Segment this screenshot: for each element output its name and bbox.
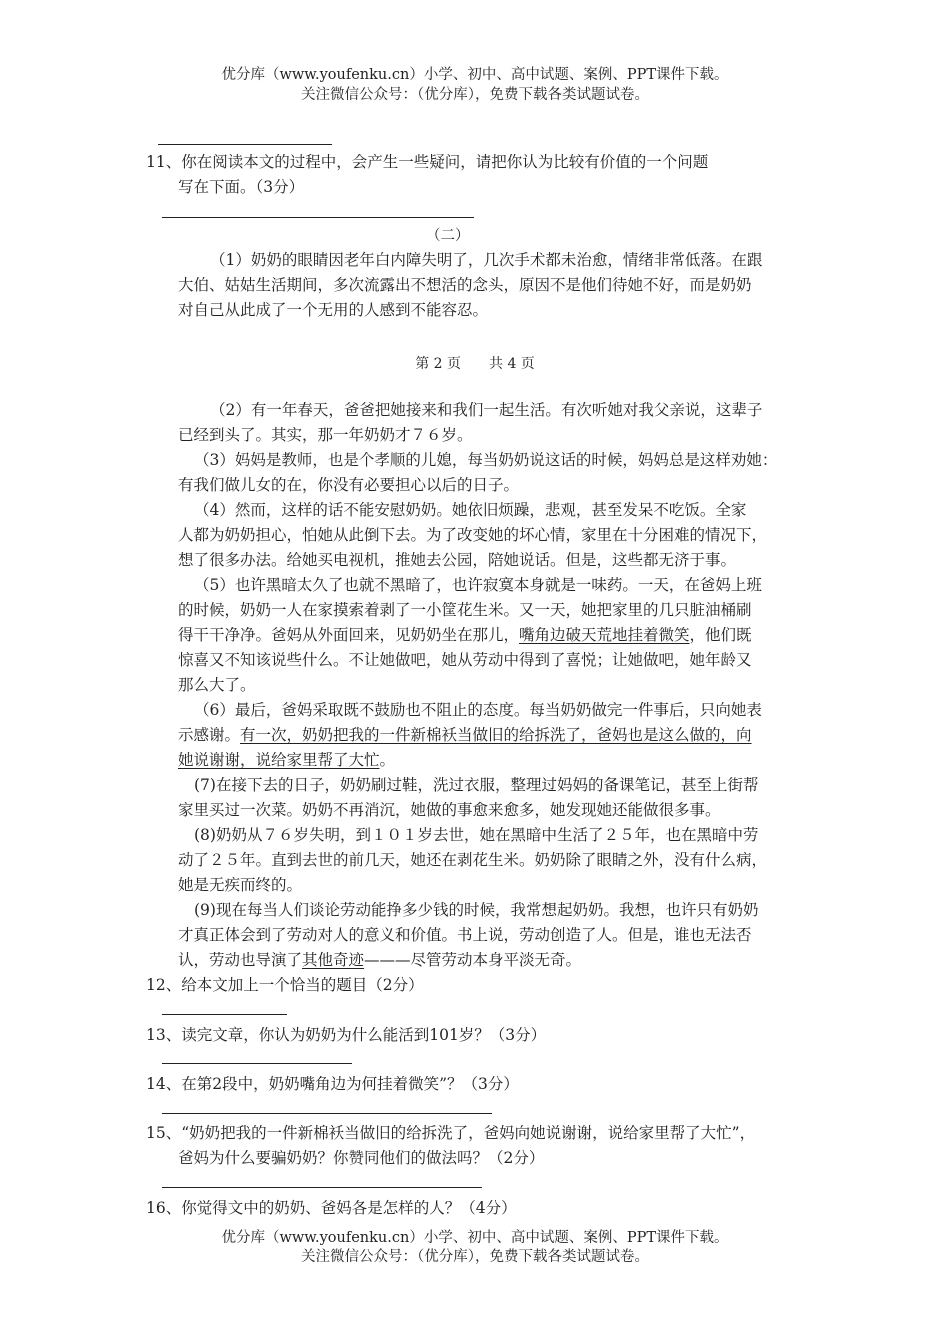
paragraph-9-line-3-start: 认，劳动也导演了 — [178, 951, 303, 969]
paragraph-3-line-1: （3）妈妈是教师，也是个孝顺的儿媳，每当奶奶说这话的时候，妈妈总是这样劝她： — [194, 451, 778, 469]
paragraph-5-line-5: 那么大了。 — [178, 676, 256, 694]
page-footer-line-2: 关注微信公众号：（优分库），免费下载各类试题试卷。 — [301, 1249, 649, 1265]
question-12: 12、给本文加上一个恰当的题目（2分） — [146, 976, 424, 994]
paragraph-5-line-1: （5）也许黑暗太久了也就不黑暗了，也许寂寞本身就是一味药。一天，在爸妈上班 — [194, 576, 762, 594]
question-11-line-2: 写在下面。（3分） — [178, 178, 305, 196]
question-16: 16、你觉得文中的奶奶、爸妈各是怎样的人？（4分） — [146, 1199, 517, 1217]
paragraph-6-line-2-start: 示感谢。 — [178, 726, 241, 744]
paragraph-9-line-2: 才真正体会到了劳动对人的意义和价值。书上说，劳动创造了人。但是，谁也无法否 — [178, 926, 752, 944]
underlined-smile-phrase: 嘴角边破天荒地挂着微笑 — [519, 626, 690, 644]
paragraph-8-line-1: (8)奶奶从７６岁失明，到１０１岁去世，她在黑暗中生活了２５年，也在黑暗中劳 — [194, 826, 759, 844]
page-footer-line-1: 优分库（www.youfenku.cn）小学、初中、高中试题、案例、PPT课件下载。 — [221, 1230, 729, 1246]
paragraph-3-line-2: 有我们做儿女的在，你没有必要担心以后的日子。 — [178, 476, 520, 494]
paragraph-6-line-3-end: 。 — [379, 751, 396, 769]
paragraph-8-line-3: 她是无疾而终的。 — [178, 876, 303, 894]
question-14: 14、在第2段中，奶奶嘴角边为何挂着微笑”？（3分） — [146, 1075, 519, 1093]
answer-line-10 — [158, 144, 332, 145]
question-13: 13、读完文章，你认为奶奶为什么能活到101岁？（3分） — [146, 1026, 547, 1044]
answer-line-12 — [162, 1014, 287, 1015]
underlined-miracle-phrase: 其他奇迹 — [302, 951, 365, 969]
question-15-line-2: 爸妈为什么要骗奶奶？你赞同他们的做法吗？（2分） — [178, 1149, 545, 1167]
paragraph-8-line-2: 动了２５年。直到去世的前几天，她还在剥花生米。奶奶除了眼睛之外，没有什么病， — [178, 851, 768, 869]
paragraph-2-line-1: （2）有一年春天，爸爸把她接来和我们一起生活。有次听她对我父亲说，这辈子 — [210, 401, 763, 419]
question-11-line-1: 11、你在阅读本文的过程中，会产生一些疑问，请把你认为比较有价值的一个问题 — [146, 153, 709, 171]
page-header-line-2: 关注微信公众号：（优分库），免费下载各类试题试卷。 — [301, 87, 649, 103]
answer-line-15 — [162, 1187, 482, 1188]
question-15-line-1: 15、“奶奶把我的一件新棉袄当做旧的给拆洗了，爸妈向她说谢谢，说给家里帮了大忙”， — [146, 1124, 756, 1142]
paragraph-4-line-3: 想了很多办法。给她买电视机，推她去公园，陪她说话。但是，这些都无济于事。 — [178, 551, 737, 569]
paragraph-7-line-1: (7)在接下去的日子，奶奶刷过鞋，洗过衣服，整理过妈妈的备课笔记，甚至上街帮 — [194, 776, 759, 794]
paragraph-9-line-3-end: ———尽管劳动本身平淡无奇。 — [364, 951, 582, 969]
answer-line-11 — [162, 217, 474, 218]
paragraph-1-line-2: 大伯、姑姑生活期间，多次流露出不想活的念头，原因不是他们待她不好，而是奶奶 — [178, 276, 752, 294]
answer-line-13 — [162, 1063, 352, 1064]
paragraph-5-line-3-start: 得干干净净。爸妈从外面回来，见奶奶坐在那儿， — [178, 626, 520, 644]
paragraph-5-line-3 — [178, 623, 752, 647]
underlined-thanks-sentence-part-1: 有一次，奶奶把我的一件新棉袄当做旧的给拆洗了，爸妈也是这么做的，向 — [240, 726, 752, 744]
paragraph-6-line-1: （6）最后，爸妈采取既不鼓励也不阻止的态度。每当奶奶做完一件事后，只向她表 — [194, 701, 762, 719]
paragraph-2-line-2: 已经到头了。其实，那一年奶奶才７６岁。 — [178, 426, 473, 444]
section-title: （二） — [426, 228, 470, 244]
paragraph-4-line-1: （4）然而，这样的话不能安慰奶奶。她依旧烦躁，悲观，甚至发呆不吃饭。全家 — [194, 501, 747, 519]
paragraph-4-line-2: 人都为奶奶担心，怕她从此倒下去。为了改变她的坏心情，家里在十分困难的情况下， — [178, 526, 768, 544]
page-number: 第 2 页 共 4 页 — [415, 356, 535, 372]
paragraph-1-line-1: （1）奶奶的眼睛因老年白内障失明了，几次手术都未治愈，情绪非常低落。在跟 — [210, 251, 763, 269]
underlined-thanks-sentence-part-2: 她说谢谢，说给家里帮了大忙 — [178, 751, 380, 769]
page-header-line-1: 优分库（www.youfenku.cn）小学、初中、高中试题、案例、PPT课件下载。 — [221, 67, 729, 83]
paragraph-1-line-3: 对自己从此成了一个无用的人感到不能容忍。 — [178, 301, 489, 319]
paragraph-9-line-1: (9)现在每当人们谈论劳动能挣多少钱的时候，我常想起奶奶。我想，也许只有奶奶 — [194, 901, 759, 919]
paragraph-5-line-2: 的时候，奶奶一人在家摸索着剥了一小筐花生米。又一天，她把家里的几只脏油桶刷 — [178, 601, 752, 619]
answer-line-14 — [162, 1113, 492, 1114]
paragraph-5-line-4: 惊喜又不知该说些什么。不让她做吧，她从劳动中得到了喜悦；让她做吧，她年龄又 — [178, 651, 752, 669]
paragraph-6-line-2 — [178, 723, 752, 747]
paragraph-5-line-3-end: ，他们既 — [689, 626, 752, 644]
paragraph-7-line-2: 家里买过一次菜。奶奶不再消沉，她做的事愈来愈多，她发现她还能做很多事。 — [178, 801, 721, 819]
paragraph-6-line-3 — [178, 748, 395, 772]
paragraph-9-line-3 — [178, 948, 581, 972]
